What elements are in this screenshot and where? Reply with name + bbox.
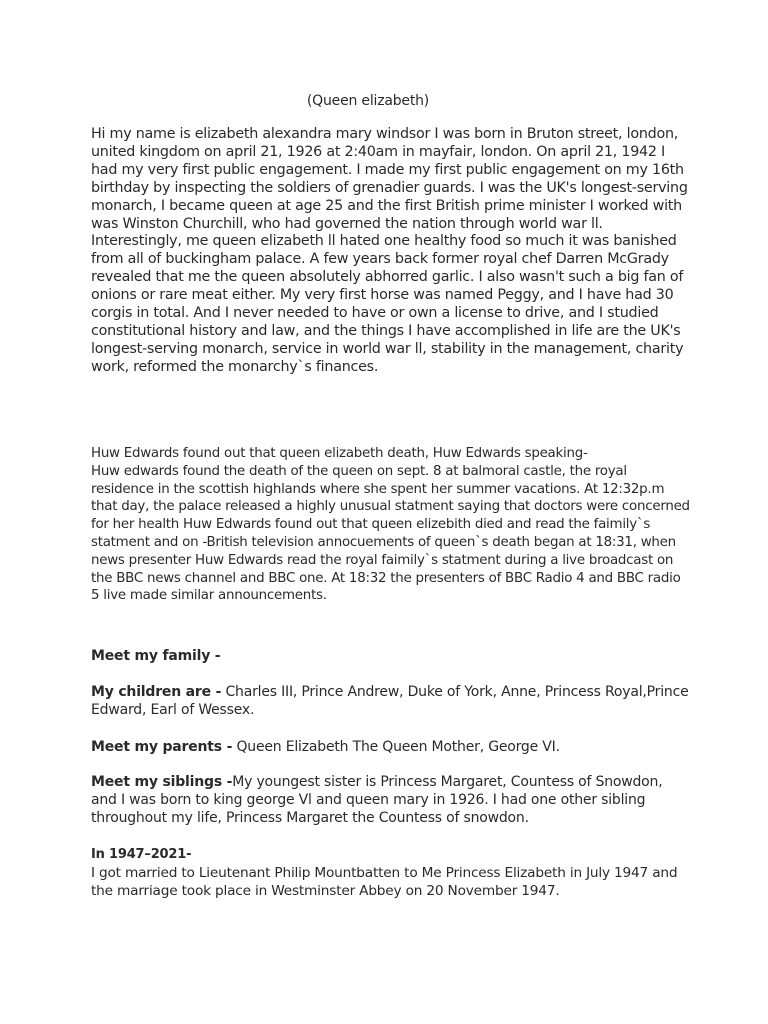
document-title: (Queen elizabeth) (306, 93, 430, 109)
period-heading: In 1947–2021- (91, 847, 192, 862)
parents-section (91, 738, 691, 756)
children-text: Charles III, Prince Andrew, Duke of York, Anne, Princess Royal,Prince Edward, Earl of Wessex. (91, 684, 689, 718)
family-heading: Meet my family - (91, 648, 221, 664)
huw-edwards-paragraph: Huw Edwards found out that queen elizabeth death, Huw Edwards speaking- Huw edwards found the death of the queen on sept. 8 at balmoral castle, the royal residence in the scottish highlands where she spent her summer vacations. At 12:32p.m that day, the palace released a highly unusual statment saying that doctors were concerned for her health Huw Edwards found out that queen elizebith died and read the faimily`s statment and on -British television annocuements of queen`s death began at 18:31, when news presenter Huw Edwards read the royal faimily`s statment during a live broadcast on the BBC news channel and BBC one. At 18:32 the presenters of BBC Radio 4 and BBC radio 5 live made similar announcements. (91, 446, 690, 604)
siblings-label: Meet my siblings - (91, 774, 233, 790)
children-section (91, 683, 691, 719)
marriage-text: I got married to Lieutenant Philip Mountbatten to Me Princess Elizabeth in July 1947 and the marriage took place in Westminster Abbey on 20 November 1947. (91, 865, 678, 899)
parents-label: Meet my parents - (91, 739, 233, 755)
intro-paragraph: Hi my name is elizabeth alexandra mary windsor I was born in Bruton street, london, united kingdom on april 21, 1926 at 2:40am in mayfair, london. On april 21, 1942 I had my very first public engagement. I made my first public engagement on my 16th birthday by inspecting the soldiers of grenadier guards. I was the UK's longest-serving monarch, I became queen at age 25 and the first British prime minister I worked with was Winston Churchill, who had governed the nation through world war ll. Interestingly, me queen elizabeth ll hated one healthy food so much it was banished from all of buckingham palace. A few years back former royal chef Darren McGrady revealed that me the queen absolutely abhorred garlic. I also wasn't such a big fan of onions or rare meat either. My very first horse was named Peggy, and I have had 30 corgis in total. And I never needed to have or own a license to drive, and I studied constitutional history and law, and the things I have accomplished in life are the UK's longest-serving monarch, service in world war ll, stability in the management, charity work, reformed the monarchy`s finances. (91, 126, 688, 375)
parents-text: Queen Elizabeth The Queen Mother, George VI. (232, 739, 560, 755)
siblings-section (91, 773, 691, 827)
children-label: My children are - (91, 684, 222, 700)
siblings-text: My youngest sister is Princess Margaret, Countess of Snowdon, and I was born to king george Vl and queen mary in 1926. I had one other sibling throughout my life, Princess Margaret the Countess of snowdon. (91, 774, 663, 826)
